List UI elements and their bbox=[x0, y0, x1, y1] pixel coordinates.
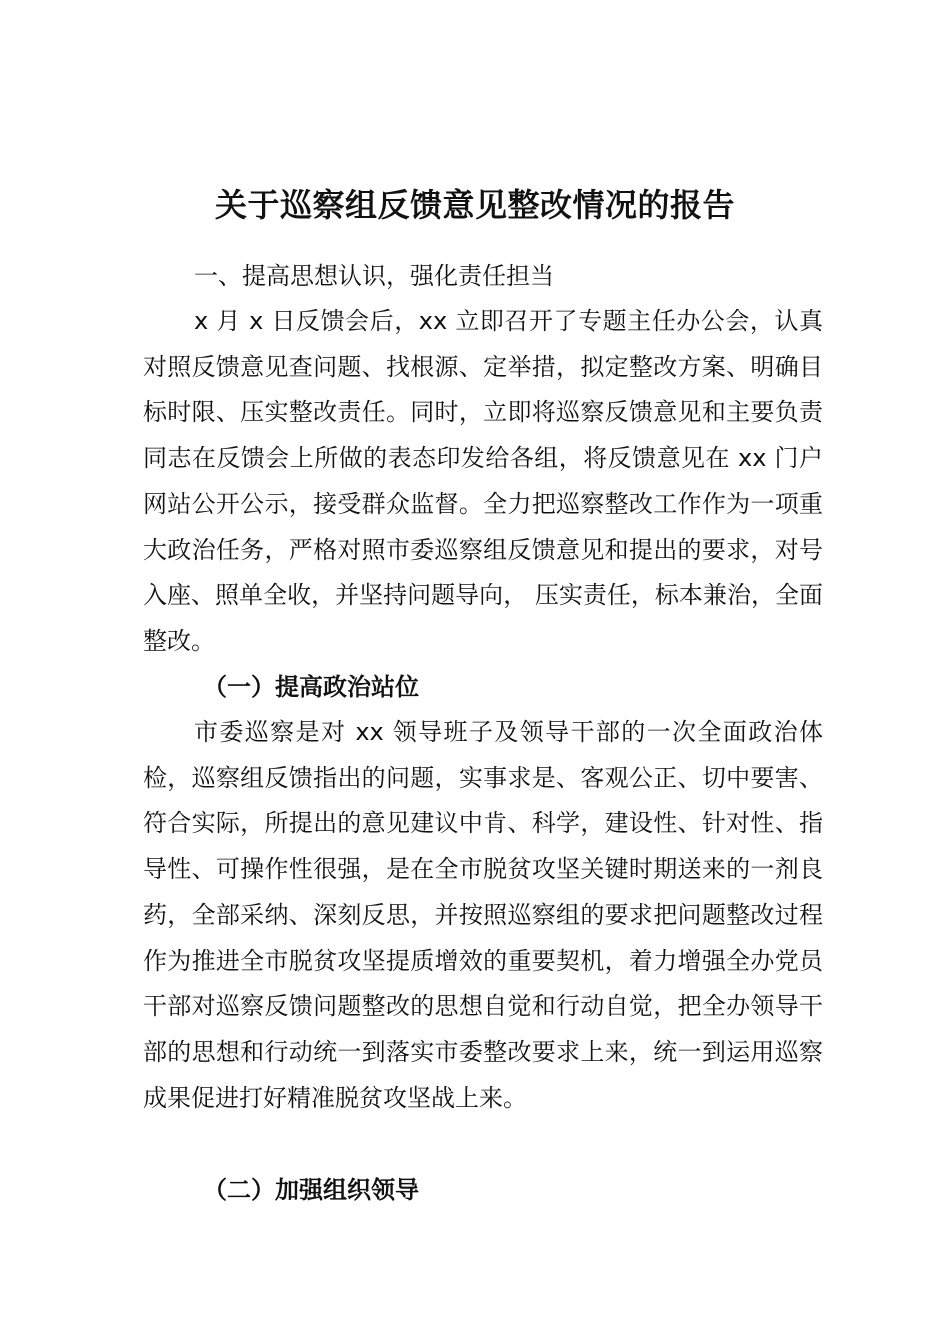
body-paragraph: 市委巡察是对 xx 领导班子及领导干部的一次全面政治体检，巡察组反馈指出的问题，实事求是、客观公正、切中要害、符合实际，所提出的意见建议中肯、科学，建设性、针对性、指导性、可操作性很强，是在全市脱贫攻坚关键时期送来的一剂良药，全部采纳、深刻反思，并按照巡察组的要求把问题整改过程作为推进全市脱贫攻坚提质增效的重要契机，着力增强全办党员干部对巡察反馈问题整改的思想自觉和行动自觉，把全办领导干部的思想和行动统一到落实市委整改要求上来，统一到运用巡察成果促进打好精准脱贫攻坚战上来。 bbox=[143, 718, 823, 1112]
section-heading: 一、提高思想认识，强化责任担当 bbox=[194, 262, 554, 290]
subsection-heading: （一）提高政治站位 bbox=[203, 673, 419, 701]
body-paragraph: x 月 x 日反馈会后，xx 立即召开了专题主任办公会，认真对照反馈意见查问题、找根源、定举措，拟定整改方案、明确目标时限、压实整改责任。同时，立即将巡察反馈意见和主要负责同志在反馈会上所做的表态印发给各组，将反馈意见在 xx 门户网站公开公示，接受群众监督。全力把巡察整改工作作为一项重大政治任务，严格对照市委巡察组反馈意见和提出的要求，对号入座、照单全收，并坚持问题导向， 压实责任，标本兼治，全面整改。 bbox=[143, 307, 823, 655]
subsection-heading: （二）加强组织领导 bbox=[203, 1176, 419, 1204]
document-title: 关于巡察组反馈意见整改情况的报告 bbox=[214, 186, 735, 224]
